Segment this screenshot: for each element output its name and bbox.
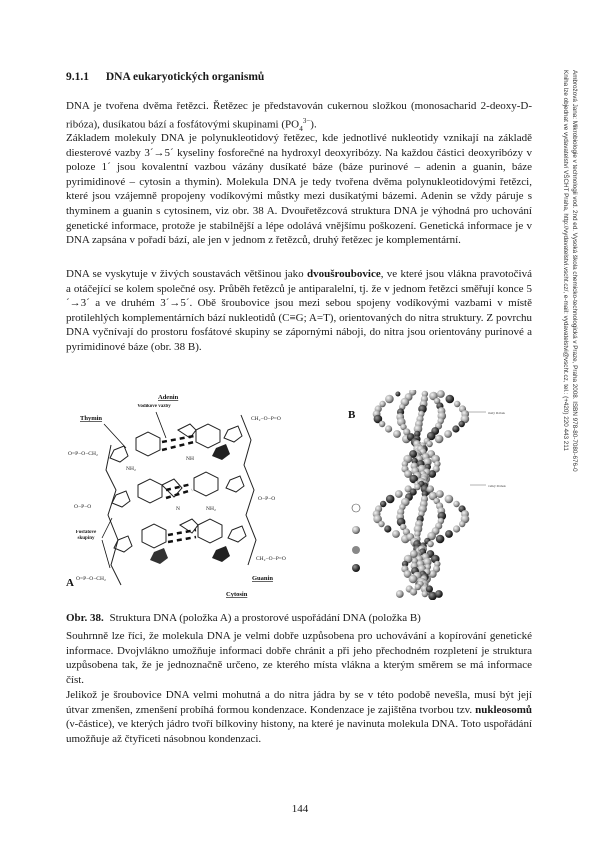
helix-atom	[459, 421, 465, 427]
helix-atom	[384, 525, 391, 532]
citation-line-2: Kniha lze objednat ve vydavatelství VŠCHT Praha, http://vydavatelstvi.vscht.cz/, e-mail: vydavatelstvi@vscht.cz, tel.: (+420) 220 443 211	[562, 70, 570, 451]
vodikove-vazby-label-wrap	[134, 404, 174, 424]
paragraph-text: (ν-částice), ve kterých jádro tvoří bílkoviny histony, na které je navinuta molekula DNA. Toto uspořádání umožňuje až čtyřiceti násobnou kondenzaci.	[66, 718, 532, 745]
paragraph-double-helix	[66, 267, 532, 355]
helix-atom	[436, 490, 444, 498]
superscript: 3−	[302, 116, 311, 125]
section-title: DNA eukaryotických organismů	[105, 71, 265, 83]
guanin-label: Guanin	[252, 575, 273, 582]
page-number: 144	[291, 803, 309, 815]
figure-caption	[66, 612, 421, 624]
cytosin-label: Cytosin	[226, 591, 248, 598]
svg-text:NH₂: NH₂	[206, 506, 216, 512]
helix-atoms	[373, 390, 470, 600]
dna-space-filling-model	[346, 390, 532, 600]
paragraph-structure: Základem molekuly DNA je polynukleotidový řetězec, kde jednotlivé nukleotidy vznikají na základě diesterové vazby 3´→5´ kyseliny fosforečné na hydroxyl deoxyribózy. Na každou částici deoxyribózy v poloze 1´ jsou kovalentní vazbou vázány dusíkaté báze (báze purinové – adenin a guanin, báze pyrimidinové – cytosin a thymin). Molekula DNA je tedy tvořena dvěma polynukleotidovými řetězci, které jsou vzájemně propojeny vodíkovými můstky mezi dusíkatými bázemi. Adenin se vždy páruje s thyminem a guanin s cytosinem, viz obr. 38 A. Dvouřetězcová struktura DNA je výhodná pro uchování genetické informace, protože je stabilnější a lépe odolává vnějšímu poškození. Genetická informace je v DNA zapsána v pořadí bází, ale jen v jednom z řetězců, druhý řetězec je komplementární.	[66, 132, 532, 247]
helix-atom	[386, 495, 395, 504]
helix-atom	[422, 591, 428, 597]
citation-line-1: Ambrožová Jana: Mikrobiologie v technologii vod. 2nd ed. Vysoká škola chemicko-technologická v Praze, Praha 2008. ISBN 978-80-7080-676-0	[571, 70, 578, 472]
helix-atom	[453, 525, 460, 532]
helix-atom	[385, 395, 394, 404]
helix-atom	[426, 441, 432, 447]
helix-atom	[452, 425, 459, 432]
adenin-label: Adenin	[158, 394, 179, 401]
helix-atom	[435, 435, 444, 444]
svg-text:O=P−O−CH₂: O=P−O−CH₂	[76, 576, 106, 582]
section-heading	[66, 71, 264, 83]
helix-atom	[427, 541, 433, 547]
helix-atom	[437, 390, 445, 398]
thymin-label: Thymin	[80, 415, 103, 422]
svg-text:velký žlábek: velký žlábek	[488, 484, 506, 488]
bold-term: dvoušroubovice	[306, 268, 381, 280]
caption-text: Struktura DNA (položka A) a prostorové uspořádání DNA (položka B)	[109, 612, 421, 624]
helix-atom	[453, 501, 459, 507]
fosfat-label: Fosfátové skupiny	[75, 530, 97, 541]
dna-chemical-structure-diagram	[66, 390, 326, 600]
paragraph-text: , ve které jsou vlákna pravotočivá a otáčející se kolem společné osy. Průběh řetězců je antiparalelní, tj. že v jednom řetězci směřují konce 5´→3´ a ve druhém 3´→5´. Obě šroubovice jsou mezi sebou spojeny vodíkovými vazbami v místě protilehlých komplementárních bází nukleotidů (C≡G; A=T), orientovaných do nitra struktury. Z povrchu DNA vyčnívají do prostoru fosfátové skupiny se zápornými náboji, do nitra jsou orientovány purinové a pyrimidinové báze (obr. 38 B).	[66, 268, 532, 353]
vodikove-vazby-label: Vodíkové vazby	[137, 404, 171, 409]
helix-atom	[378, 521, 384, 527]
paragraph-text: DNA se vyskytuje v živých soustavách většinou jako	[66, 268, 307, 280]
helix-atom	[385, 425, 392, 432]
helix-atom	[445, 495, 454, 504]
svg-text:CH₂−O−P=O: CH₂−O−P=O	[256, 556, 286, 562]
svg-text:NH₂: NH₂	[126, 466, 136, 472]
paragraph-condensation	[66, 688, 532, 746]
figure-38	[66, 390, 532, 600]
paragraph-text: DNA je tvořena dvěma řetězci. Řetězec je představován cukernou složkou (monosacharid 2-deoxy-D-ribóza), dusíkatou bází a fosfátovými skupinami (PO	[66, 100, 532, 131]
helix-atom	[379, 421, 385, 427]
helix-atom	[410, 588, 417, 595]
svg-text:O−P−O: O−P−O	[74, 504, 92, 510]
paragraph-summary: Souhrnně lze říci, že molekula DNA je velmi dobře uzpůsobena pro uchovávání a kopírování genetické informace. Dvojvlákno umožňuje informaci dobře chránit a při jeho přechodném rozpletení je struktura uzpůsobena tak, že je jednoznačně určeno, ze kterého místa vlákna a kterým směrem se má informace číst.	[66, 630, 532, 686]
svg-text:malý žlábek: malý žlábek	[488, 411, 506, 415]
helix-atom	[436, 535, 445, 544]
panel-a-label: A	[66, 577, 74, 589]
helix-atom	[444, 430, 452, 438]
svg-text:NH: NH	[186, 456, 194, 462]
helix-atom	[427, 485, 434, 492]
paragraph-text: Jelikož je šroubovice DNA velmi mohutná a do nitra jádra by se v této podobě nevešla, musí být její útvar zmenšen, zmenšení probíhá formou kondenzace. Kondenzace je zajištěna tvorbou tzv.	[66, 689, 532, 716]
helix-atom	[396, 590, 404, 598]
sidebar-citation	[548, 70, 578, 610]
helix-atom	[392, 530, 400, 538]
helix-atom	[395, 392, 400, 397]
helix-atom	[380, 501, 386, 507]
svg-text:N: N	[176, 506, 180, 512]
panel-b-label: B	[348, 409, 356, 421]
helix-atom	[393, 430, 401, 438]
helix-atom	[459, 521, 465, 527]
paragraph-text: ).	[310, 118, 317, 131]
helix-atom	[435, 590, 443, 598]
helix-atom	[395, 490, 403, 498]
fosfat-label-wrap	[68, 530, 104, 552]
svg-text:CH₂−O−P=O: CH₂−O−P=O	[251, 416, 281, 422]
helix-atom	[446, 395, 455, 404]
caption-label: Obr. 38.	[66, 612, 104, 624]
helix-atom	[445, 530, 453, 538]
svg-text:O−P−O: O−P−O	[258, 496, 276, 502]
helix-atom	[454, 401, 460, 407]
svg-text:O=P−O−CH₂: O=P−O−CH₂	[68, 451, 98, 457]
section-number: 9.1.1	[66, 71, 89, 83]
bold-term: nukleosomů	[475, 703, 532, 716]
subscript: 4	[299, 123, 303, 133]
